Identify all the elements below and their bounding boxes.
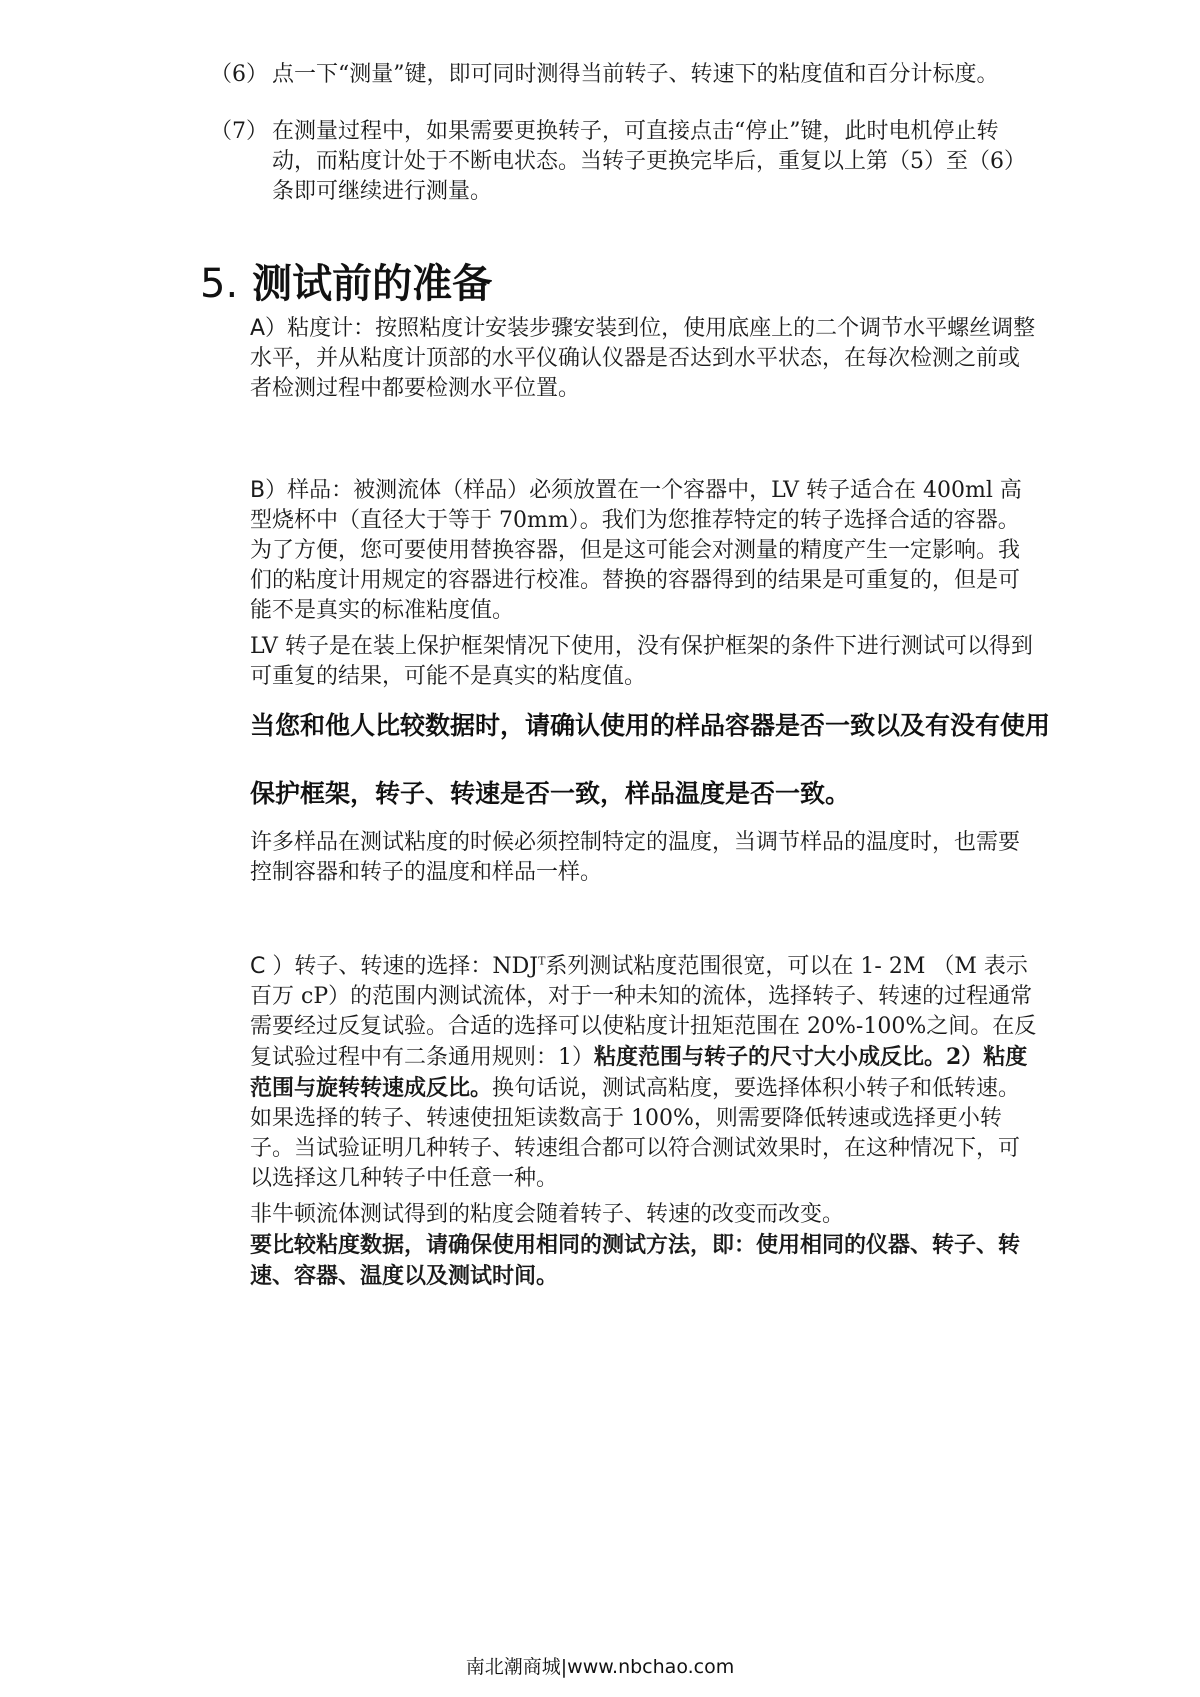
model-superscript: T [538,954,546,968]
step-number: （6） [210,62,268,87]
paragraph-a-marker: A） [250,316,288,341]
step-text: 在测量过程中，如果需要更换转子，可直接点击“停止”键，此时电机停止转动，而粘度计处于不断电状态。当转子更换完毕后，重复以上第（5）至（6）条即可继续进行测量。 [272,119,1026,204]
temperature-note: 许多样品在测试粘度的时候必须控制特定的温度，当调节样品的温度时，也需要控制容器和转子的温度和样品一样。 [250,830,1021,885]
paragraph-b-protective-frame: LV 转子是在装上保护框架情况下使用，没有保护框架的条件下进行测试可以得到可重复的结果，可能不是真实的粘度值。 [250,634,1033,689]
step-7 [210,117,1040,207]
comparison-emphasis: 当您和他人比较数据时，请确认使用的样品容器是否一致以及有没有使用保护框架，转子、转速是否一致，样品温度是否一致。 [250,711,1051,808]
paragraph-c-text-1: 转子、转速的选择：NDJ [294,954,539,979]
step-number: （7） [210,119,268,144]
paragraph-c-marker: C ） [250,954,295,979]
footer-watermark: 南北潮商城|www.nbchao.com [465,1656,735,1678]
paragraph-c [250,952,1040,1194]
comparison-method-note [250,1230,1040,1292]
paragraph-c-rules: 粘度范围与转子的尺寸大小成反比。2）粘度范围与旋转转速成反比。 [250,1044,1028,1101]
step-6 [210,60,1040,90]
paragraph-a-text: 粘度计：按照粘度计安装步骤安装到位，使用底座上的二个调节水平螺丝调整水平，并从粘度计顶部的水平仪确认仪器是否达到水平状态，在每次检测之前或者检测过程中都要检测水平位置。 [250,316,1036,401]
paragraph-c-text-2: 系列测试粘度范围很宽，可以在 1- 2M （M 表示百万 cP）的范围内测试流体，对于一种未知的流体，选择转子、转速的过程通常需要经过反复试验。合适的选择可以使粘度计扭矩范围在 20%-100%之间。在反复试验过程中有二条通用规则：1） [250,954,1037,1070]
section-number: 5. [200,261,239,307]
paragraph-b [250,476,1040,626]
non-newtonian-note: 非牛顿流体测试得到的粘度会随着转子、转速的改变而改变。 [250,1202,845,1227]
step-text: 点一下“测量”键，即可同时测得当前转子、转速下的粘度值和百分计标度。 [272,62,999,87]
comparison-method-bold: 要比较粘度数据，请确保使用相同的测试方法，即：使用相同的仪器、转子、转速、容器、温度以及测试时间。 [250,1232,1021,1289]
paragraph-b-text: 样品：被测流体（样品）必须放置在一个容器中，LV 转子适合在 400ml 高型烧杯中（直径大于等于 70mm）。我们为您推荐特定的转子选择合适的容器。为了方便，您可要使用替换容器，但是这可能会对测量的精度产生一定影响。我们的粘度计用规定的容器进行校准。替换的容器得到的结果是可重复的，但是可能不是真实的标准粘度值。 [250,478,1022,623]
section-heading [200,258,492,310]
section-title: 测试前的准备 [252,261,493,307]
paragraph-c-text-3: 换句话说，测试高粘度，要选择体积小转子和低转速。如果选择的转子、转速使扭矩读数高于 100%，则需要降低转速或选择更小转子。当试验证明几种转子、转速组合都可以符合测试效果时，在这种情况下，可以选择这几种转子中任意一种。 [250,1076,1021,1191]
paragraph-b-marker: B） [250,478,288,503]
paragraph-a [250,314,1040,404]
